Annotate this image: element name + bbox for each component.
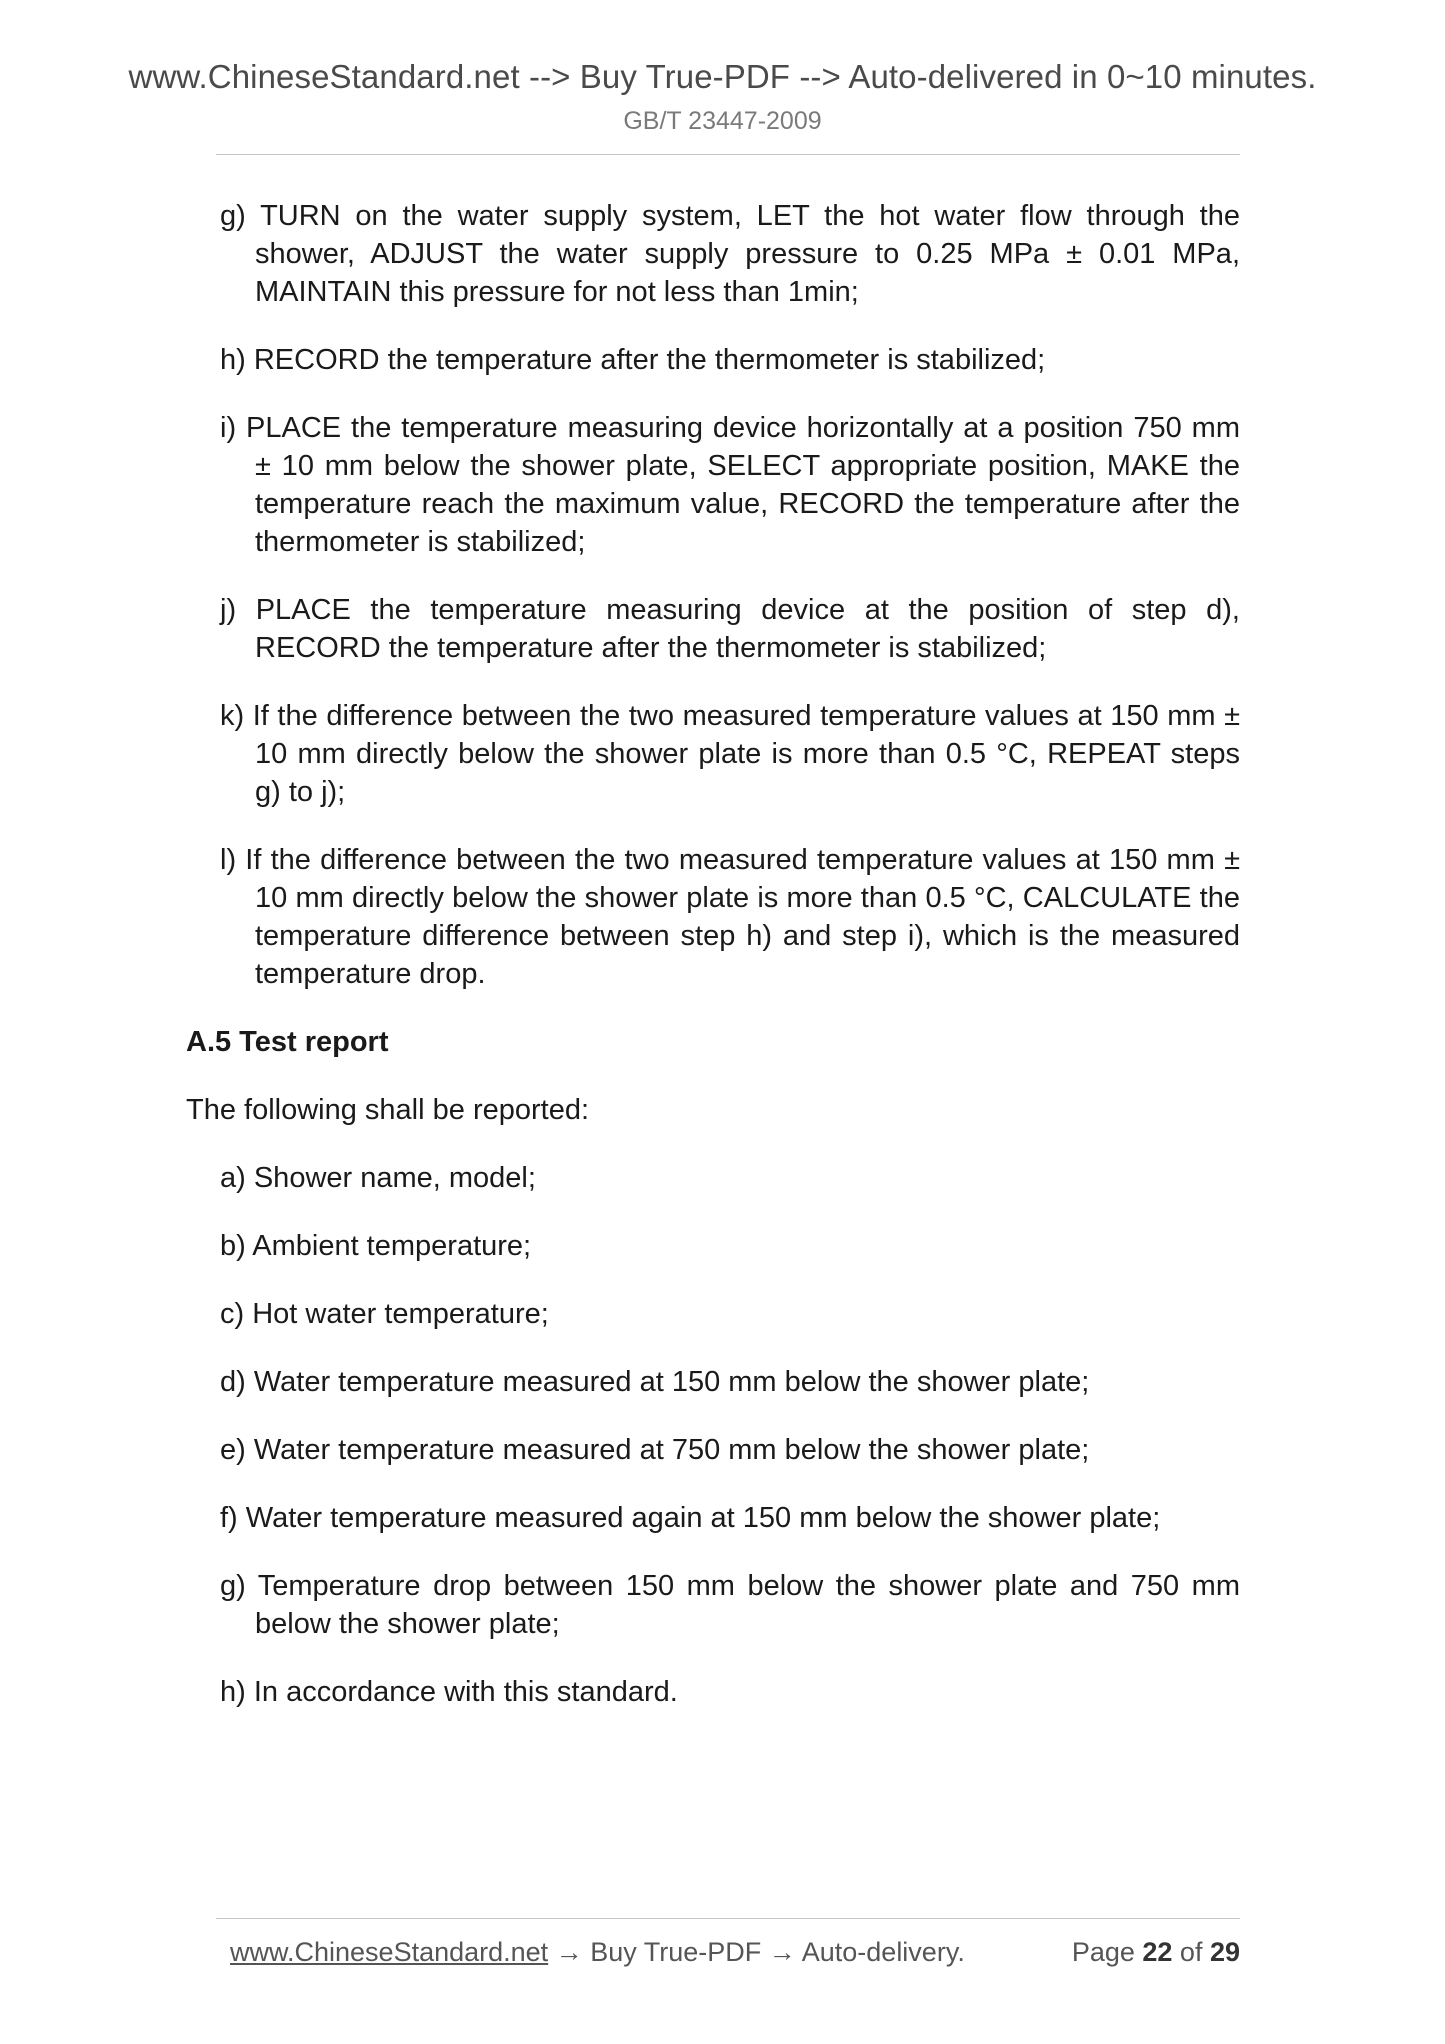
step-g: g) TURN on the water supply system, LET the hot water flow through the shower, ADJUST the water supply pressure to 0.25 MPa ± 0.01 MPa, MAINTAIN this pressure for not less than 1min; xyxy=(220,200,1240,308)
footer-tagline: → Buy True-PDF → Auto-delivery. xyxy=(548,1937,965,1967)
footer-left xyxy=(230,1937,965,1968)
footer-divider xyxy=(216,1918,1240,1919)
step-k: k) If the difference between the two measured temperature values at 150 mm ± 10 mm directly below the shower plate is more than 0.5 °C, REPEAT steps g) to j); xyxy=(220,700,1240,808)
step-h: h) RECORD the temperature after the thermometer is stabilized; xyxy=(220,344,1046,376)
page-number xyxy=(1072,1937,1240,1968)
section-intro: The following shall be reported: xyxy=(186,1094,590,1126)
report-item-b: b) Ambient temperature; xyxy=(220,1230,532,1262)
page-current: 22 xyxy=(1142,1937,1173,1967)
step-l: l) If the difference between the two measured temperature values at 150 mm ± 10 mm directly below the shower plate is more than 0.5 °C, CALCULATE the temperature difference between step h) and step i), which is the measured temperature drop. xyxy=(220,844,1240,990)
page-total: 29 xyxy=(1209,1937,1240,1967)
section-heading: A.5 Test report xyxy=(186,1026,389,1058)
standard-number: GB/T 23447-2009 xyxy=(623,107,822,135)
page-label: Page xyxy=(1071,1937,1143,1967)
report-item-e: e) Water temperature measured at 750 mm below the shower plate; xyxy=(220,1434,1090,1466)
header-title: www.ChineseStandard.net --> Buy True-PDF --> Auto-delivered in 0~10 minutes. xyxy=(128,58,1317,95)
report-item-g: g) Temperature drop between 150 mm below the shower plate and 750 mm below the shower plate; xyxy=(220,1570,1240,1640)
header-divider xyxy=(216,154,1240,155)
report-item-d: d) Water temperature measured at 150 mm below the shower plate; xyxy=(220,1366,1090,1398)
report-item-a: a) Shower name, model; xyxy=(220,1162,536,1194)
report-item-h: h) In accordance with this standard. xyxy=(220,1676,678,1708)
document-body xyxy=(186,197,1240,1741)
step-i: i) PLACE the temperature measuring device horizontally at a position 750 mm ± 10 mm below the shower plate, SELECT appropriate position, MAKE the temperature reach the maximum value, RECORD the temperature after the thermometer is stabilized; xyxy=(220,412,1240,558)
report-item-f: f) Water temperature measured again at 150 mm below the shower plate; xyxy=(220,1502,1161,1534)
step-j: j) PLACE the temperature measuring device at the position of step d), RECORD the temperature after the thermometer is stabilized; xyxy=(220,594,1240,664)
report-item-c: c) Hot water temperature; xyxy=(220,1298,549,1330)
footer-link[interactable]: www.ChineseStandard.net xyxy=(230,1937,549,1967)
page-of: of xyxy=(1172,1937,1210,1967)
